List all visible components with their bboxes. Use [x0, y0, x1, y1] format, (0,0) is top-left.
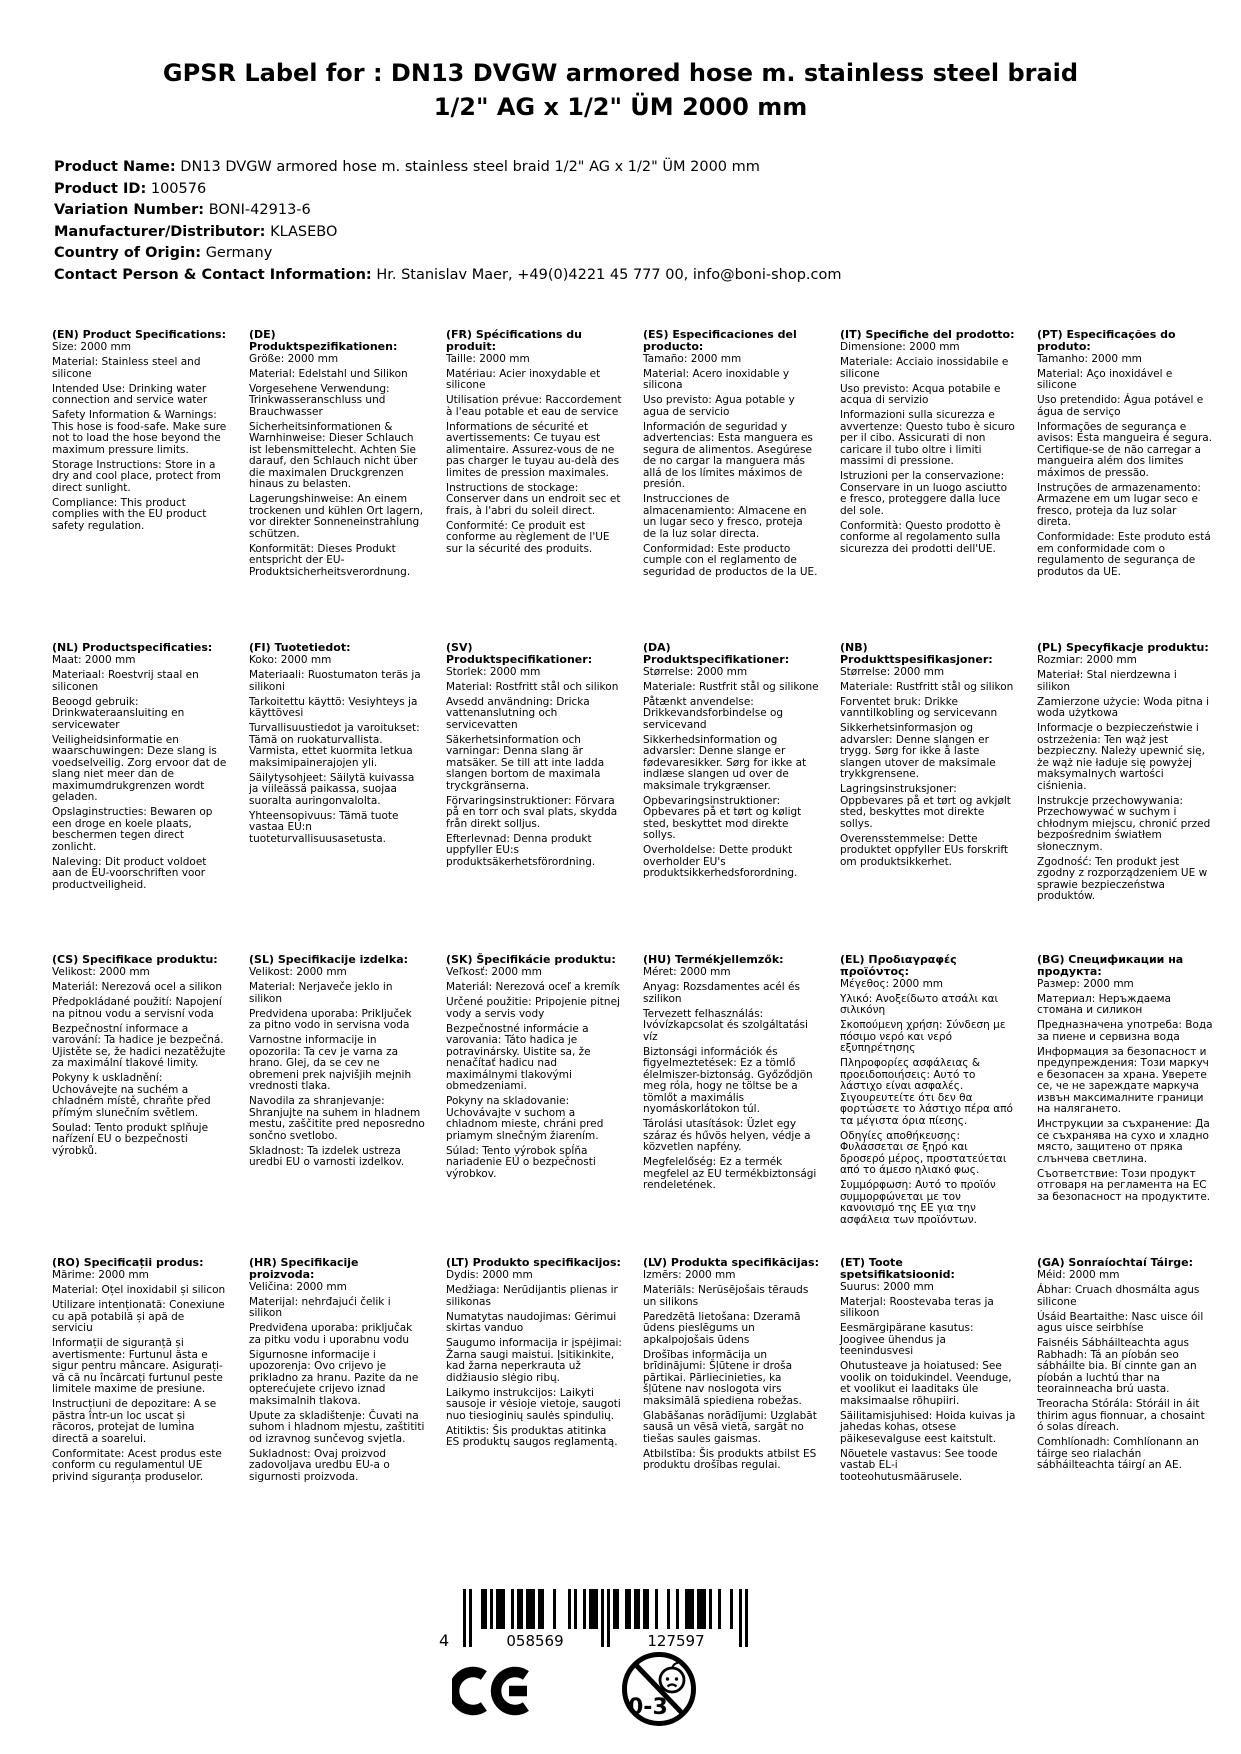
spec-line: Určené použitie: Pripojenie pitnej vody a servis vody [446, 996, 620, 1020]
barcode-right-digits: 127597 [647, 1632, 705, 1650]
spec-line: Súlad: Tento výrobok spĺňa nariadenie EÚ o bezpečnosti výrobkov. [446, 1144, 596, 1180]
spec-line: Efterlevnad: Denna produkt uppfyller EU:s produktsäkerhetsförordning. [446, 832, 596, 868]
spec-line: Uso previsto: Acqua potabile e acqua di servizio [840, 382, 1001, 406]
spec-line: Conformitate: Acest produs este conform cu regulamentul UE privind siguranța produselor. [52, 1447, 222, 1483]
spec-line: Предназначена употреба: Вода за пиене и сервизна вода [1037, 1019, 1213, 1043]
spec-line: Material: Aço inoxidável e silicone [1037, 367, 1173, 391]
spec-line: Mărime: 2000 mm [52, 1269, 149, 1281]
spec-line: Yhteensopivuus: Tämä tuote vastaa EU:n tuoteturvallisuusasetusta. [249, 809, 399, 845]
spec-line: Tarkoitettu käyttö: Vesiyhteys ja käyttövesi [249, 695, 418, 719]
spec-block-cs [52, 954, 228, 1257]
spec-line: Pokyny k uskladnění: Uchovávejte na suchém a chladném místě, chraňte před přímým slunečním světlem. [52, 1072, 211, 1119]
spec-line: Material: Edelstahl und Silikon [249, 367, 408, 380]
spec-line: Materiál: Nerezová ocel a silikon [52, 981, 223, 993]
spec-line: Pokyny na skladovanie: Uchovávajte v suchom a chladnom mieste, chráni pred priamym slnečným žiarením. [446, 1095, 604, 1142]
spec-line: Υλικό: Ανοξείδωτο ατσάλι και σιλικόνη [840, 992, 999, 1016]
spec-line: Konformität: Dieses Produkt entspricht der EU-Produktsicherheitsverordnung. [249, 542, 411, 578]
spec-line: Informations de sécurité et avertissements: Ce tuyau est alimentaire. Assurez-vous de ne pas charger le tuyau au-delà des limites de pression maximales. [446, 420, 620, 479]
product-name-row [54, 160, 1241, 176]
spec-line: Méret: 2000 mm [643, 966, 731, 978]
spec-line: Atitiktis: Šis produktas atitinka ES produktų saugos reglamentą. [446, 1424, 618, 1448]
spec-line: Koko: 2000 mm [249, 654, 332, 666]
title-line-1: GPSR Label for : DN13 DVGW armored hose m. stainless steel braid [162, 59, 1079, 87]
spec-block-header-fr: (FR) Spécifications du produit: [446, 328, 583, 353]
spec-line: Utilizare intenționată: Conexiune cu apă potabilă și apă de serviciu [52, 1299, 225, 1334]
spec-line: Biztonsági információk és figyelmeztetések: Ez a tömlő élelmiszer-biztonság. Győződjön meg róla, hogy ne töltse be a tömlőt a maximális nyomáskorlátokon túl. [643, 1045, 813, 1115]
spec-line: Sikkerhetsinformasjon og advarsler: Denne slangen er trygg. Sørg for ikke å laste slangen utover de maksimale trykkgrensene. [840, 722, 996, 780]
spec-line: Materiale: Acciaio inossidabile e silicone [840, 356, 1009, 380]
spec-line: Bezpečnostní informace a varování: Ta hadice je bezpečná. Ujistěte se, že hadici nezatěžujte za maximální tlakové limity. [52, 1022, 226, 1069]
spec-line: Πληροφορίες ασφάλειας & προειδοποιήσεις: Αυτό το λάστιχο είναι ασφαλές. Σιγουρευτείτε ότι δεν θα φορτώσετε το λάστιχο πέρα από τα μέγιστα όρια πίεσης. [840, 1057, 1013, 1127]
spec-block-header-hu: (HU) Termékjellemzők: [643, 953, 784, 966]
spec-line: Uso pretendido: Água potável e água de serviço [1037, 394, 1204, 418]
spec-line: Materiaal: Roestvrij staal en siliconen [52, 669, 199, 693]
spec-line: Úsáid Beartaithe: Nasc uisce óil agus uisce seirbhíse [1037, 1310, 1204, 1334]
spec-block-da [643, 642, 819, 954]
spec-line: Izmērs: 2000 mm [643, 1269, 736, 1281]
spec-line: Vorgesehene Verwendung: Trinkwasseranschluss und Brauchwasser [249, 382, 390, 418]
spec-line: Storage Instructions: Store in a dry and cool place, protect from direct sunlight. [52, 458, 221, 494]
spec-block-header-cs: (CS) Specifikace produktu: [52, 953, 218, 966]
spec-line: Veličina: 2000 mm [249, 1280, 347, 1293]
spec-line: Size: 2000 mm [52, 341, 131, 353]
spec-line: Anyag: Rozsdamentes acél és szilikon [643, 981, 800, 1005]
barcode-left-digits: 058569 [506, 1632, 564, 1650]
spec-line: Tervezett felhasználás: Ivóvízkapcsolat és szolgáltatási víz [643, 1007, 808, 1043]
spec-line: Atbilstība: Šis produkts atbilst ES produktu drošības regulai. [643, 1447, 817, 1471]
product-id-value: 100576 [150, 180, 207, 197]
spec-line: Compliance: This product complies with the EU product safety regulation. [52, 496, 207, 532]
spec-line: Bezpečnostné informácie a varovania: Táto hadica je potravinársky. Uistite sa, že nenačítať hadicu nad maximálnymi tlakovými obmedzeniami. [446, 1022, 591, 1092]
spec-block-header-ro: (RO) Specificații produs: [52, 1256, 204, 1269]
spec-line: Instruções de armazenamento: Armazene em um lugar seco e fresco, proteja da luz solar direta. [1037, 481, 1201, 528]
spec-line: Storlek: 2000 mm [446, 665, 541, 678]
spec-line: Informații de siguranță și avertismente: Furtunul ăsta e sigur pentru mâncare. Asigurați-vă că nu încărcați furtunul peste limitele maxime de presiune. [52, 1337, 223, 1395]
spec-line: Laikymo instrukcijos: Laikyti sausoje ir vėsioje vietoje, saugoti nuo tiesioginių saulės spindulių. [446, 1386, 621, 1422]
spec-line: Velikost: 2000 mm [249, 966, 347, 978]
spec-line: Matériau: Acier inoxydable et silicone [446, 367, 601, 391]
spec-block-header-nl: (NL) Productspecificaties: [52, 641, 213, 654]
spec-line: Información de seguridad y advertencias: Esta manguera es segura de alimentos. Asegúrese de no cargar la manguera más allá de los límites máximos de presión. [643, 420, 813, 490]
spec-line: Faisnéis Sábháilteachta agus Rabhadh: Tá an píobán seo sábháilte bia. Bí cinnte gan an píobán a luchtú thar na teorainneacha brú uasta. [1037, 1337, 1197, 1395]
spec-line: Förvaringsinstruktioner: Förvara på en torr och sval plats, skydda från direkt solljus. [446, 794, 618, 830]
spec-block-sv [446, 642, 622, 954]
spec-line: Ohutusteave ja hoiatused: See voolik on toidukindel. Veenduge, et voolikut ei laaditaks üle maksimaalse rõhupiiri. [840, 1360, 1012, 1407]
spec-line: Informações de segurança e avisos: Esta mangueira é segura. Certifique-se de não carregar a mangueira além dos limites máximos de pressão. [1037, 420, 1213, 479]
spec-line: Tárolási utasítások: Üzlet egy száraz és hűvös helyen, védje a közvetlen napfény. [643, 1118, 811, 1153]
spec-block-header-en: (EN) Product Specifications: [52, 328, 226, 341]
spec-line: Materiale: Rustfrit stål og silikone [643, 680, 819, 693]
spec-block-header-nb: (NB) Produkttspesifikasjoner: [840, 641, 993, 666]
spec-line: Soulad: Tento produkt splňuje nařízení EU o bezpečnosti výrobků. [52, 1121, 209, 1157]
spec-line: Zgodność: Ten produkt jest zgodny z rozporządzeniem UE w sprawie bezpieczeństwa produktów. [1037, 855, 1208, 902]
spec-line: Eesmärgipärane kasutus: Joogivee ühendus ja teenindusvesi [840, 1322, 974, 1357]
spec-block-it [840, 329, 1016, 642]
contact-value: Hr. Stanislav Maer, +49(0)4221 45 777 00, info@boni-shop.com [376, 266, 842, 283]
spec-line: Material: Acero inoxidable y silicona [643, 367, 790, 391]
spec-line: Säilytysohjeet: Säilytä kuivassa ja viileässä paikassa, suojaa suoralta auringonvalolta. [249, 771, 415, 807]
spec-block-bg [1037, 954, 1213, 1257]
spec-line: Glabāšanas norādījumi: Uzglabāt sausā un vēsā vietā, sargāt no tiešas saules gaismas. [643, 1409, 817, 1445]
spec-line: Materiaali: Ruostumaton teräs ja silikoni [249, 669, 421, 693]
manufacturer-value: KLASEBO [270, 223, 338, 240]
spec-line: Varnostne informacije in opozorila: Ta cev je varna za hrano. Glej, da se cev ne obremeni prek najvišjih mejnih vrednosti tlaka. [249, 1034, 412, 1092]
spec-line: Dydis: 2000 mm [446, 1269, 533, 1281]
spec-line: Informazioni sulla sicurezza e avvertenze: Questo tubo è sicuro per il cibo. Assicurati di non caricare il tubo oltre i limiti massimi di pressione. [840, 409, 1015, 467]
spec-block-header-pt: (PT) Especificações do produto: [1037, 328, 1176, 353]
spec-line: Suurus: 2000 mm [840, 1280, 934, 1293]
spec-line: Material: Rostfritt stål och silikon [446, 680, 619, 693]
spec-block-lv [643, 1257, 819, 1487]
spec-line: Conformità: Questo prodotto è conforme al regolamento sulla sicurezza dei prodotti dell'UE. [840, 519, 1001, 555]
contact-row [54, 268, 1241, 284]
spec-line: Instructions de stockage: Conserver dans un endroit sec et frais, à l'abri du soleil direct. [446, 481, 621, 517]
variation-number-value: BONI-42913-6 [208, 202, 311, 218]
spec-line: Μέγεθος: 2000 mm [840, 977, 944, 990]
spec-line: Größe: 2000 mm [249, 352, 339, 365]
spec-line: Materiál: Nerezová oceľ a kremík [446, 981, 620, 993]
spec-line: Instrucciones de almacenamiento: Almacene en un lugar seco y fresco, proteja de la luz solar directa. [643, 493, 807, 540]
spec-line: Navodila za shranjevanje: Shranjujte na suhem in hladnem mestu, zaščitite pred neposredno sončno svetlobo. [249, 1095, 425, 1142]
spec-line: Megfelelőség: Ez a termék megfelel az EU termékbiztonsági rendeletének. [643, 1156, 817, 1191]
spec-block-nb [840, 642, 1016, 954]
spec-line: Conformité: Ce produit est conforme au règlement de l'UE sur la sécurité des produits. [446, 519, 610, 555]
spec-block-header-de: (DE) Produktspezifikationen: [249, 328, 398, 353]
spec-line: Tamanho: 2000 mm [1037, 352, 1142, 365]
country-of-origin-label: Country of Origin: [54, 245, 202, 261]
spec-line: Treoracha Stórála: Stóráil in áit thirim agus fionnuar, a chosaint ó solas díreach. [1037, 1398, 1205, 1433]
age-range-text: 0-3 [628, 1695, 668, 1720]
spec-line: Dimensione: 2000 mm [840, 341, 960, 353]
baby-face-icon [660, 1668, 684, 1692]
barcode-svg [437, 1589, 750, 1651]
spec-block-el [840, 954, 1016, 1257]
spec-line: Material: Oțel inoxidabil și silicon [52, 1284, 226, 1296]
spec-line: Drošības informācija un brīdinājumi: Šļūtene ir droša pārtikai. Pārliecinieties, ka šļūtene nav noslogota virs maksimālā spiediena robežas. [643, 1348, 802, 1407]
manufacturer-row [54, 225, 1241, 241]
spec-block-et [840, 1257, 1016, 1487]
spec-block-fi [249, 642, 425, 954]
spec-line: Materiāls: Nerūsējošais tērauds un silikons [643, 1284, 809, 1308]
spec-line: Maat: 2000 mm [52, 654, 136, 666]
spec-line: Sicherheitsinformationen & Warnhinweise: Dieser Schlauch ist lebensmittelecht. Achten Sie darauf, den Schlauch nicht über die maximalen Druckgrenzen hinaus zu belasten. [249, 420, 418, 490]
country-of-origin-value: Germany [205, 245, 273, 261]
spec-line: Instrukcje przechowywania: Przechowywać w suchym i chłodnym miejscu, chronić przed bezpośrednim światłem słonecznym. [1037, 794, 1211, 853]
spec-block-sl [249, 954, 425, 1257]
spec-line: Ábhar: Cruach dhosmálta agus silicone [1037, 1284, 1200, 1308]
spec-line: Инструкции за съхранение: Да се съхранява на сухо и хладно място, защитено от пряка слънчева светлина. [1037, 1118, 1210, 1165]
spec-block-header-bg: (BG) Спецификации на продукта: [1037, 953, 1184, 978]
spec-line: Sukladnost: Ovaj proizvod zadovoljava uredbu EU-a o sigurnosti proizvoda. [249, 1447, 390, 1483]
product-name-label: Product Name: [54, 159, 176, 175]
spec-line: Материал: Неръждаема стомана и силикон [1037, 992, 1171, 1016]
spec-block-lt [446, 1257, 622, 1487]
spec-line: Säilitamisjuhised: Hoida kuivas ja jahedas kohas, otsese päikesevalguse eest kaitstult. [840, 1409, 1016, 1445]
spec-block-nl [52, 642, 228, 954]
spec-line: Размер: 2000 mm [1037, 977, 1134, 990]
spec-line: Veiligheidsinformatie en waarschuwingen: Deze slang is voedselveilig. Zorg ervoor dat de slang niet meer dan de maximumdrukgrenzen wordt geladen. [52, 733, 227, 803]
spec-line: Material: Nerjaveče jeklo in silikon [249, 981, 393, 1005]
spec-line: Velikost: 2000 mm [52, 966, 150, 978]
country-of-origin-row [54, 246, 1241, 262]
spec-block-sk [446, 954, 622, 1257]
spec-block-header-ga: (GA) Sonraíochtaí Táirge: [1037, 1256, 1193, 1269]
spec-line: Conformidade: Este produto está em conformidade com o regulamento de segurança de produtos da UE. [1037, 531, 1211, 578]
spec-line: Saugumo informacija ir įspėjimai: Žarna saugi maistui. Įsitikinkite, kad žarna neperkrauta už didžiausio slėgio ribų. [446, 1337, 622, 1384]
spec-line: Beoogd gebruik: Drinkwateraansluiting en servicewater [52, 695, 185, 731]
spec-line: Rozmiar: 2000 mm [1037, 654, 1137, 666]
spec-block-ro [52, 1257, 228, 1487]
spec-line: Påtænkt anvendelse: Drikkevandsforbindelse og servicevand [643, 695, 784, 731]
spec-line: Opslaginstructies: Bewaren op een droge en koele plaats, beschermen tegen direct zonlicht. [52, 806, 213, 853]
spec-line: Materiał: Stal nierdzewna i silikon [1037, 669, 1177, 693]
spec-block-header-hr: (HR) Specifikacije proizvoda: [249, 1256, 359, 1281]
spec-line: Информация за безопасност и предупреждения: Този маркуч е безопасен за храна. Уверете се, че не зареждате маркуча извън максималните граници на налягането. [1037, 1045, 1209, 1115]
spec-block-header-sk: (SK) Špecifikácie produktu: [446, 953, 616, 966]
spec-line: Skladnost: Ta izdelek ustreza uredbi EU o varnosti izdelkov. [249, 1144, 405, 1168]
spec-line: Säkerhetsinformation och varningar: Denna slang är matsäker. Se till att inte ladda slangen bortom de maximala tryckgränserna. [446, 733, 605, 792]
product-name-value: DN13 DVGW armored hose m. stainless steel braid 1/2" AG x 1/2" ÜM 2000 mm [180, 159, 760, 175]
spec-line: Οδηγίες αποθήκευσης: Φυλάσσεται σε ξηρό και δροσερό μέρος, προστατεύεται από το άμεσο ηλιακό φως. [840, 1129, 1007, 1176]
spec-line: Overholdelse: Dette produkt overholder EU's produktsikkerhedsforordning. [643, 844, 798, 879]
spec-line: Numatytas naudojimas: Gėrimui skirtas vanduo [446, 1310, 617, 1334]
manufacturer-label: Manufacturer/Distributor: [54, 223, 266, 240]
spec-line: Zamierzone użycie: Woda pitna i woda użytkowa [1037, 695, 1210, 719]
spec-block-header-fi: (FI) Tuotetiedot: [249, 641, 351, 654]
page-title [0, 0, 1241, 124]
product-info [54, 160, 1241, 283]
spec-block-pl [1037, 642, 1213, 954]
barcode-prefix-digit: 4 [439, 1631, 450, 1650]
variation-number-row [54, 203, 1241, 219]
spec-line: Συμμόρφωση: Αυτό το προϊόν συμμορφώνεται με τον κανονισμό της ΕΕ για την ασφάλεια των προϊόντων. [840, 1179, 996, 1226]
spec-line: Material: Stainless steel and silicone [52, 356, 201, 380]
spec-line: Съответствие: Този продукт отговаря на регламента на ЕС за безопасност на продуктите. [1037, 1167, 1211, 1203]
spec-line: Opbevaringsinstruktioner: Opbevares på et tørt og køligt sted, beskyttet mod direkte sollys. [643, 794, 802, 841]
variation-number-label: Variation Number: [54, 202, 205, 218]
spec-line: Σκοπούμενη χρήση: Σύνδεση με πόσιμο νερό και νερό εξυπηρέτησης [840, 1019, 1006, 1054]
spec-line: Forventet bruk: Drikke vanntilkobling og servicevann [840, 695, 998, 719]
spec-line: Størrelse: 2000 mm [840, 665, 945, 678]
spec-line: Sigurnosne informacije i upozorenja: Ovo crijevo je prikladno za hranu. Pazite da ne opterećujete crijevo iznad maksimalnih tlakova. [249, 1348, 419, 1407]
spec-block-header-lt: (LT) Produkto specifikacijos: [446, 1256, 621, 1269]
spec-block-header-lv: (LV) Produkta specifikācijas: [643, 1256, 819, 1269]
spec-line: Størrelse: 2000 mm [643, 665, 748, 678]
spec-block-header-da: (DA) Produktspecifikationer: [643, 641, 790, 666]
product-id-label: Product ID: [54, 180, 147, 197]
product-id-row [54, 182, 1241, 198]
ce-mark-icon [452, 1660, 540, 1722]
spec-line: Avsedd användning: Dricka vattenanslutning och servicevatten [446, 695, 590, 731]
spec-line: Materjal: Roostevaba teras ja silikoon [840, 1295, 994, 1319]
contact-label: Contact Person & Contact Information: [54, 266, 372, 283]
spec-block-en [52, 329, 228, 642]
spec-line: Upute za skladištenje: Čuvati na suhom i hladnom mjestu, zaštititi od izravnog sunčevog svjetla. [249, 1409, 425, 1445]
spec-block-hr [249, 1257, 425, 1487]
spec-line: Předpokládané použití: Napojení na pitnou vodu a servisní voda [52, 996, 222, 1020]
spec-line: Safety Information & Warnings: This hose is food-safe. Make sure not to load the hose beyond the maximum pressure limits. [52, 409, 227, 456]
spec-line: Lagringsinstruksjoner: Oppbevares på et tørt og avkjølt sted, beskyttes mot direkte sollys. [840, 783, 1011, 830]
spec-block-header-es: (ES) Especificaciones del producto: [643, 328, 797, 353]
spec-line: Nõuetele vastavus: See toode vastab EL-i tooteohutusmäärusele. [840, 1447, 998, 1483]
age-warning-0-3-icon [620, 1650, 698, 1728]
ean-barcode [437, 1589, 750, 1655]
spec-line: Medžiaga: Nerūdijantis plienas ir silikonas [446, 1284, 618, 1308]
spec-block-header-et: (ET) Toote spetsifikatsioonid: [840, 1256, 955, 1281]
spec-line: Taille: 2000 mm [446, 352, 530, 365]
spec-block-header-pl: (PL) Specyfikacje produktu: [1037, 641, 1209, 654]
spec-line: Lagerungshinweise: An einem trockenen und kühlen Ort lagern, vor direkter Sonneneinstrahlung schützen. [249, 493, 424, 540]
spec-block-hu [643, 954, 819, 1257]
spec-line: Instrucțiuni de depozitare: A se păstra într-un loc uscat și răcoros, protejat de lumina directă a soarelui. [52, 1398, 217, 1445]
spec-block-ga [1037, 1257, 1213, 1487]
spec-block-pt [1037, 329, 1213, 642]
spec-line: Méid: 2000 mm [1037, 1269, 1120, 1281]
spec-line: Tamaño: 2000 mm [643, 352, 742, 365]
spec-line: Sikkerhedsinformation og advarsler: Denne slange er fødevaresikker. Sørg for ikke at indlæse slangen ud over de maksimale trykgrænser. [643, 733, 807, 792]
spec-line: Uso previsto: Agua potable y agua de servicio [643, 394, 795, 418]
spec-line: Veľkosť: 2000 mm [446, 966, 542, 978]
spec-line: Turvallisuustiedot ja varoitukset: Tämä on ruokaturvallista. Varmista, ettet kuormita letkua maksimipainerajojen yli. [249, 722, 420, 769]
spec-line: Comhlíonadh: Comhlíonann an táirge seo rialachán sábháilteachta táirgí an AE. [1037, 1436, 1199, 1471]
spec-block-fr [446, 329, 622, 642]
spec-line: Paredzētā lietošana: Dzeramā ūdens pieslēgums un apkalpojošais ūdens [643, 1310, 801, 1346]
spec-block-es [643, 329, 819, 642]
spec-line: Predvidena uporaba: Priključek za pitno vodo in servisna voda [249, 1007, 412, 1031]
spec-line: Conformidad: Este producto cumple con el reglamento de seguridad de productos de la UE. [643, 542, 818, 578]
spec-line: Materiale: Rustfritt stål og silikon [840, 680, 1014, 693]
spec-line: Materijal: nehrđajući čelik i silikon [249, 1295, 391, 1319]
spec-line: Overensstemmelse: Dette produktet oppfyller EUs forskrift om produktsikkerhet. [840, 832, 1009, 868]
spec-line: Informacje o bezpieczeństwie i ostrzeżenia: Ten wąż jest bezpieczny. Należy upewnić się, że wąż nie ładuje się powyżej maksymalnych wartości ciśnienia. [1037, 722, 1205, 792]
spec-block-de [249, 329, 425, 642]
spec-line: Predviđena uporaba: priključak za pitku vodu i uporabnu vodu [249, 1322, 413, 1346]
spec-line: Utilisation prévue: Raccordement à l'eau potable et eau de service [446, 394, 622, 418]
title-line-2: 1/2" AG x 1/2" ÜM 2000 mm [433, 93, 808, 121]
spec-line: Naleving: Dit product voldoet aan de EU-voorschriften voor productveiligheid. [52, 855, 207, 891]
spec-block-header-sl: (SL) Specifikacije izdelka: [249, 953, 409, 966]
spec-block-header-sv: (SV) Produktspecifikationer: [446, 641, 593, 666]
spec-line: Istruzioni per la conservazione: Conservare in un luogo asciutto e fresco, proteggere dalla luce del sole. [840, 470, 1008, 517]
spec-block-header-it: (IT) Specifiche del prodotto: [840, 328, 1015, 341]
spec-block-header-el: (EL) Προδιαγραφές προϊόντος: [840, 953, 957, 978]
spec-grid [52, 329, 1217, 1487]
spec-line: Intended Use: Drinking water connection and service water [52, 382, 208, 406]
